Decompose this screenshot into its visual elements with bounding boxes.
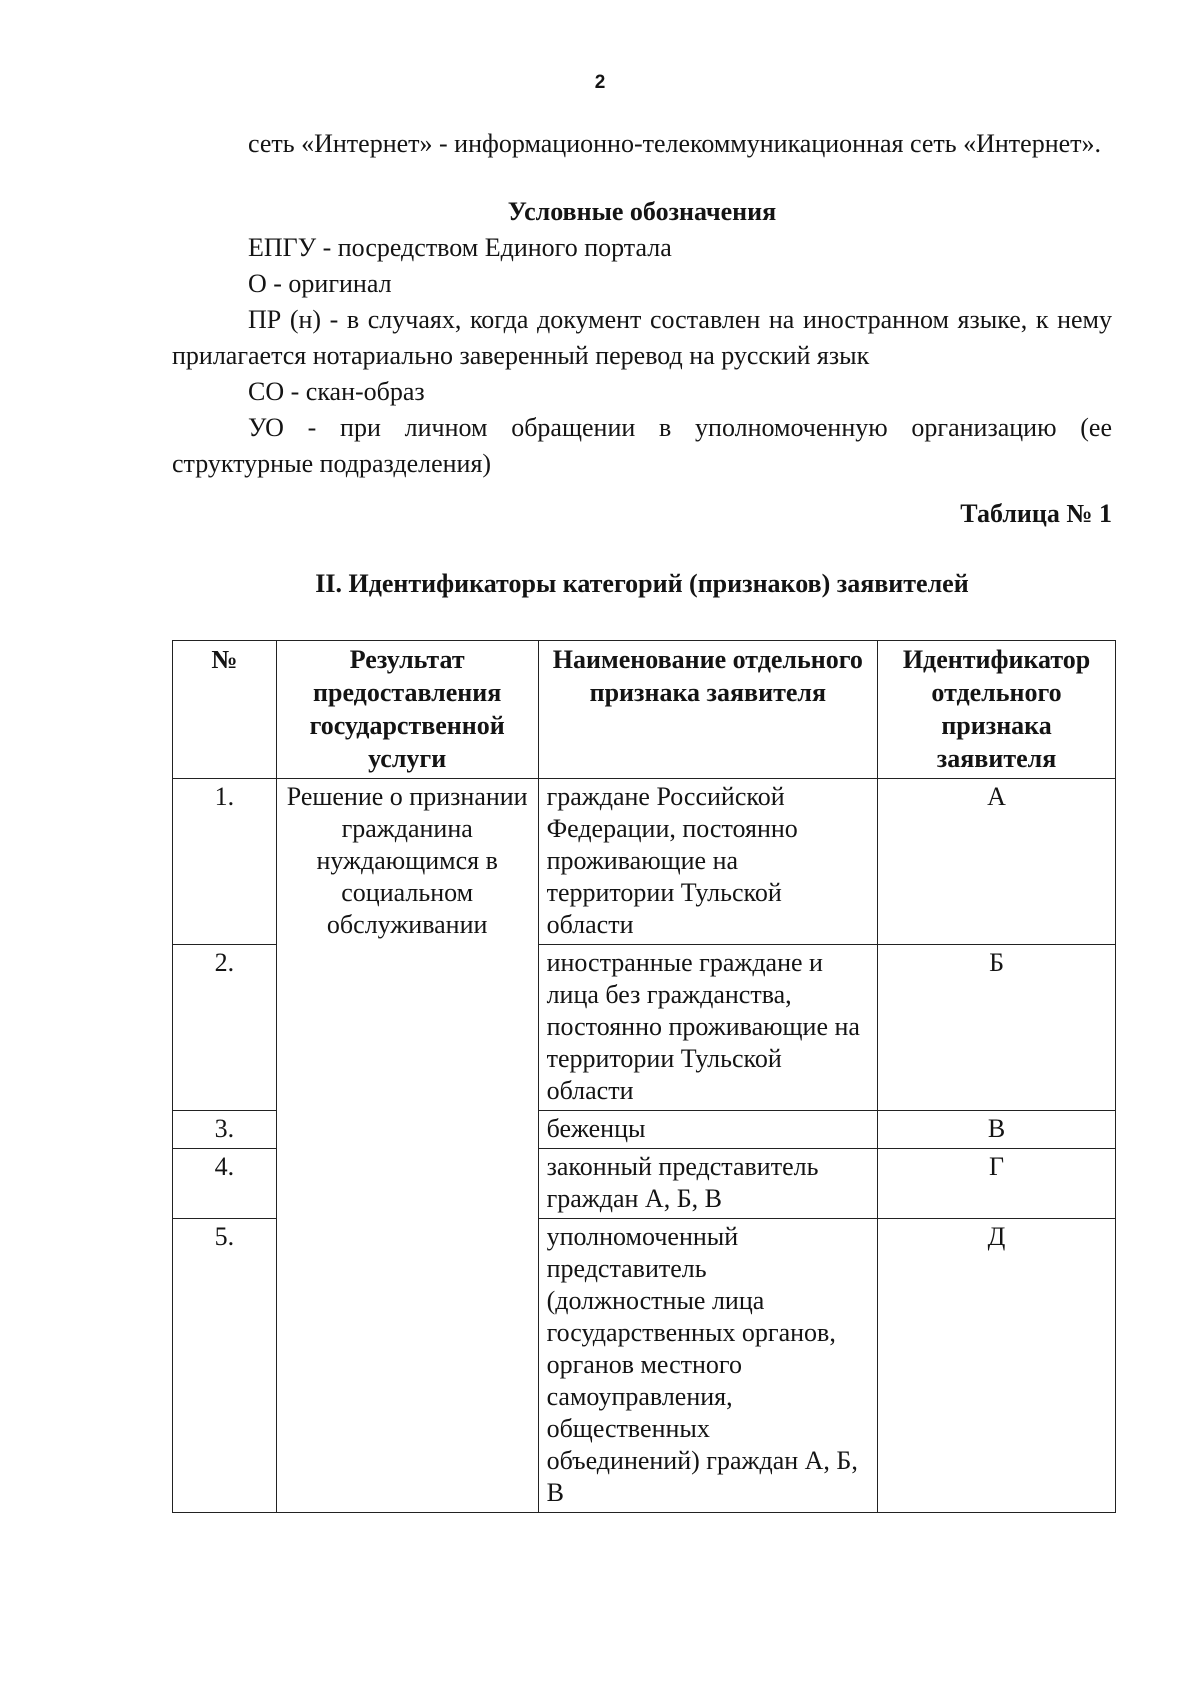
category-name: законный представитель граждан А, Б, В	[538, 1149, 878, 1219]
category-identifier: А	[878, 779, 1116, 945]
header-name: Наименование отдельного признака заявителя	[538, 641, 878, 779]
category-identifier: Г	[878, 1149, 1116, 1219]
row-number: 5.	[173, 1219, 277, 1513]
category-name: уполномоченный представитель (должностные лица государственных органов, органов местного самоуправления, общественных объединений) граждан А, Б, В	[538, 1219, 878, 1513]
table-label: Таблица № 1	[960, 499, 1112, 528]
legend-item-translation: ПР (н) - в случаях, когда документ составлен на иностранном языке, к нему прилагается нотариально заверенный перевод на русский язык	[172, 305, 1112, 370]
table-header-row	[173, 641, 1116, 779]
header-number: №	[173, 641, 277, 779]
legend-title: Условные обозначения	[507, 197, 777, 226]
category-identifier: Д	[878, 1219, 1116, 1513]
internet-definition: сеть «Интернет» - информационно-телекоммуникационная сеть «Интернет».	[248, 129, 1102, 158]
applicant-categories-table	[172, 640, 1116, 1513]
page-number: 2	[594, 72, 606, 93]
legend-item-scan: СО - скан-образ	[248, 377, 425, 406]
row-number: 1.	[173, 779, 277, 945]
header-result: Результат предоставления государственной услуги	[276, 641, 538, 779]
row-number: 2.	[173, 945, 277, 1111]
row-number: 3.	[173, 1111, 277, 1149]
legend-item-original: О - оригинал	[248, 269, 392, 298]
legend-item-personal: УО - при личном обращении в уполномоченную организацию (ее структурные подразделения)	[172, 413, 1112, 478]
service-result: Решение о признании гражданина нуждающимся в социальном обслуживании	[276, 779, 538, 1513]
category-name: граждане Российской Федерации, постоянно проживающие на территории Тульской области	[538, 779, 878, 945]
category-identifier: В	[878, 1111, 1116, 1149]
row-number: 4.	[173, 1149, 277, 1219]
legend-item-epgu: ЕПГУ - посредством Единого портала	[248, 233, 672, 262]
category-identifier: Б	[878, 945, 1116, 1111]
category-name: беженцы	[538, 1111, 878, 1149]
header-identifier: Идентификатор отдельного признака заявителя	[878, 641, 1116, 779]
table-title: II. Идентификаторы категорий (признаков) заявителей	[315, 569, 969, 598]
table-row	[173, 779, 1116, 945]
document-body	[172, 126, 1112, 602]
category-name: иностранные граждане и лица без гражданства, постоянно проживающие на территории Тульской области	[538, 945, 878, 1111]
